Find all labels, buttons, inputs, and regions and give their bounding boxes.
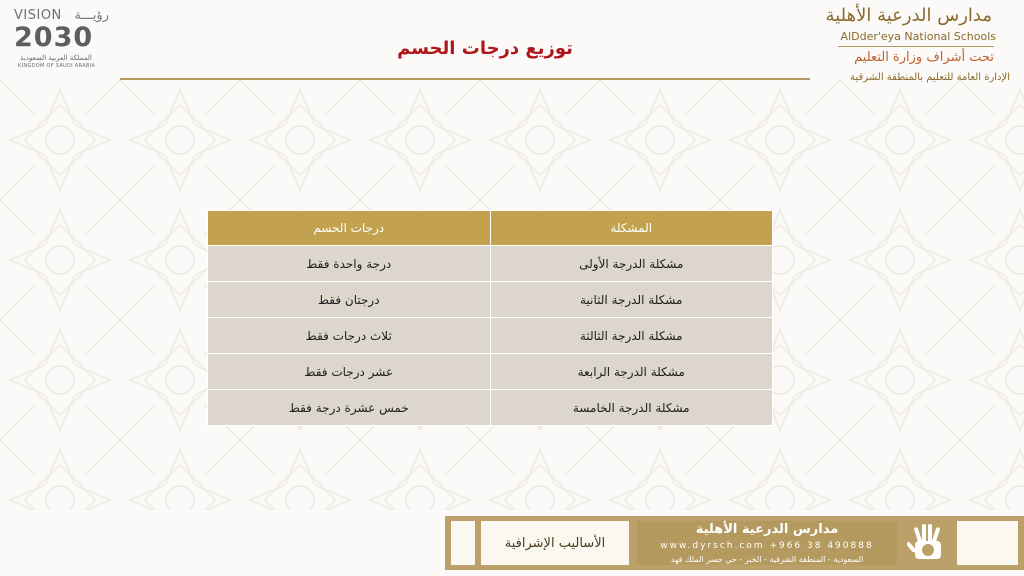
problem-cell: مشكلة الدرجة الخامسة [490,390,773,426]
deduction-cell: ثلاث درجات فقط [208,318,491,354]
problem-cell: مشكلة الدرجة الأولى [490,246,773,282]
vision-arabic-word: رؤيـــة [74,8,109,23]
footer-contact: www.dyrsch.com +966 38 490888 [660,541,874,551]
vision-year: 2030 [14,22,94,53]
deduction-cell: عشر درجات فقط [208,354,491,390]
table-row [208,246,773,282]
kingdom-english: KINGDOM OF SAUDI ARABIA [18,63,96,69]
kingdom-arabic: المملكة العربية السعودية [20,54,92,62]
footer-left-strip [451,521,475,565]
header-rule [120,78,810,80]
school-name-english: AlDder'eya National Schools [840,30,996,43]
footer-methods-label: الأساليب الإشرافية [504,536,606,551]
deduction-cell: درجة واحدة فقط [208,246,491,282]
header-deduction: درجات الحسم [208,211,491,246]
deduction-cell: خمس عشرة درجة فقط [208,390,491,426]
footer-school-name: مدارس الدرعية الأهلية [695,522,839,537]
table-row [208,390,773,426]
vision-2030-logo [14,8,109,70]
administration-text: الإدارة العامة للتعليم بالمنطقة الشرقية [850,72,1010,83]
footer-right-strip [957,521,1018,565]
school-divider [838,46,994,47]
supervision-text: تحت أشراف وزارة التعليم [854,50,994,65]
footer-address: السعودية - المنطقة الشرقية - الخبر - حي جسر الملك فهد [670,555,864,564]
problem-cell: مشكلة الدرجة الثانية [490,282,773,318]
table-row [208,282,773,318]
page-title: توزيع درجات الحسم [397,38,573,59]
problem-cell: مشكلة الدرجة الرابعة [490,354,773,390]
school-name-arabic: مدارس الدرعية الأهلية [825,5,992,26]
table-row [208,318,773,354]
table-row [208,354,773,390]
header-problem: المشكلة [490,211,773,246]
hand-logo-icon [907,521,949,565]
footer-banner [445,516,1024,570]
deduction-cell: درجتان فقط [208,282,491,318]
scores-table [207,210,773,426]
vision-word: VISION [14,8,62,23]
problem-cell: مشكلة الدرجة الثالثة [490,318,773,354]
table-header-row [208,211,773,246]
